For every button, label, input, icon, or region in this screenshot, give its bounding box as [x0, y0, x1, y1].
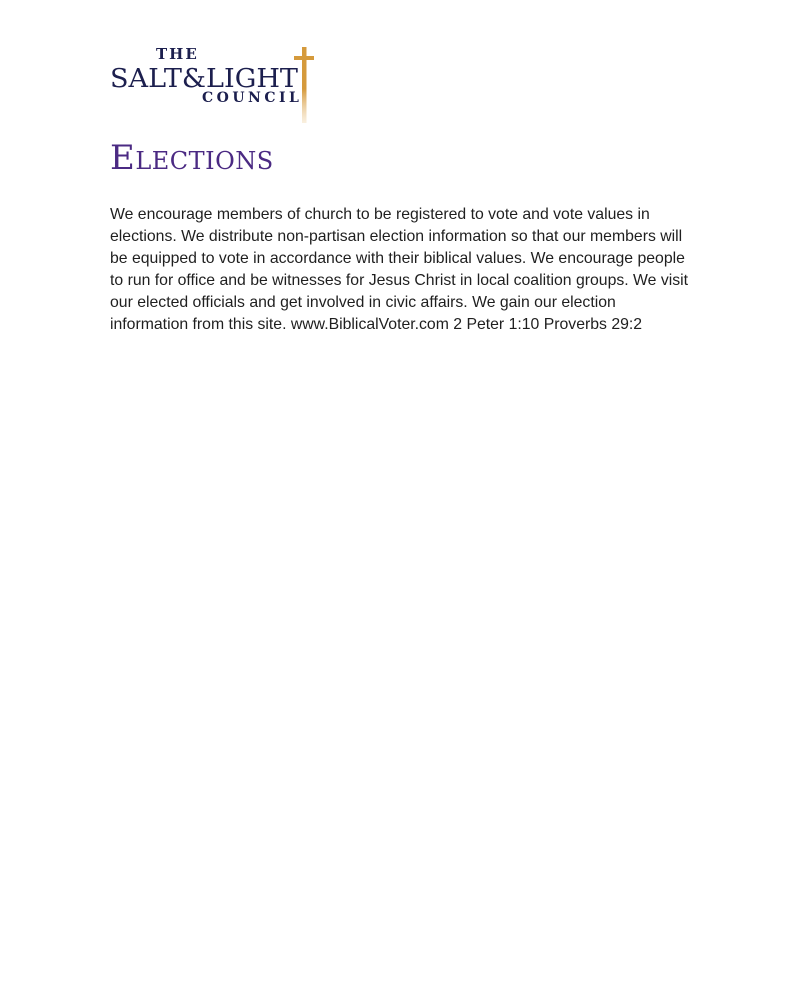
logo-line-the: THE — [156, 45, 199, 63]
logo-line-council: COUNCIL — [202, 90, 303, 106]
site-logo[interactable] — [110, 44, 325, 126]
page-body-text: We encourage members of church to be registered to vote and vote values in elections. We distribute non-partisan election information so that our members will be equipped to vote in accordance with their biblical values. We encourage people to run for office and be witnesses for Jesus Christ in local coalition groups. We visit our elected officials and get involved in civic affairs. We gain our election information from this site. www.BiblicalVoter.com 2 Peter 1:10 Proverbs 29:2 — [110, 206, 689, 333]
page-title: Elections — [110, 138, 274, 178]
logo-line-salt-light: SALT&LIGHT — [110, 64, 299, 94]
logo-graphic — [110, 44, 325, 126]
